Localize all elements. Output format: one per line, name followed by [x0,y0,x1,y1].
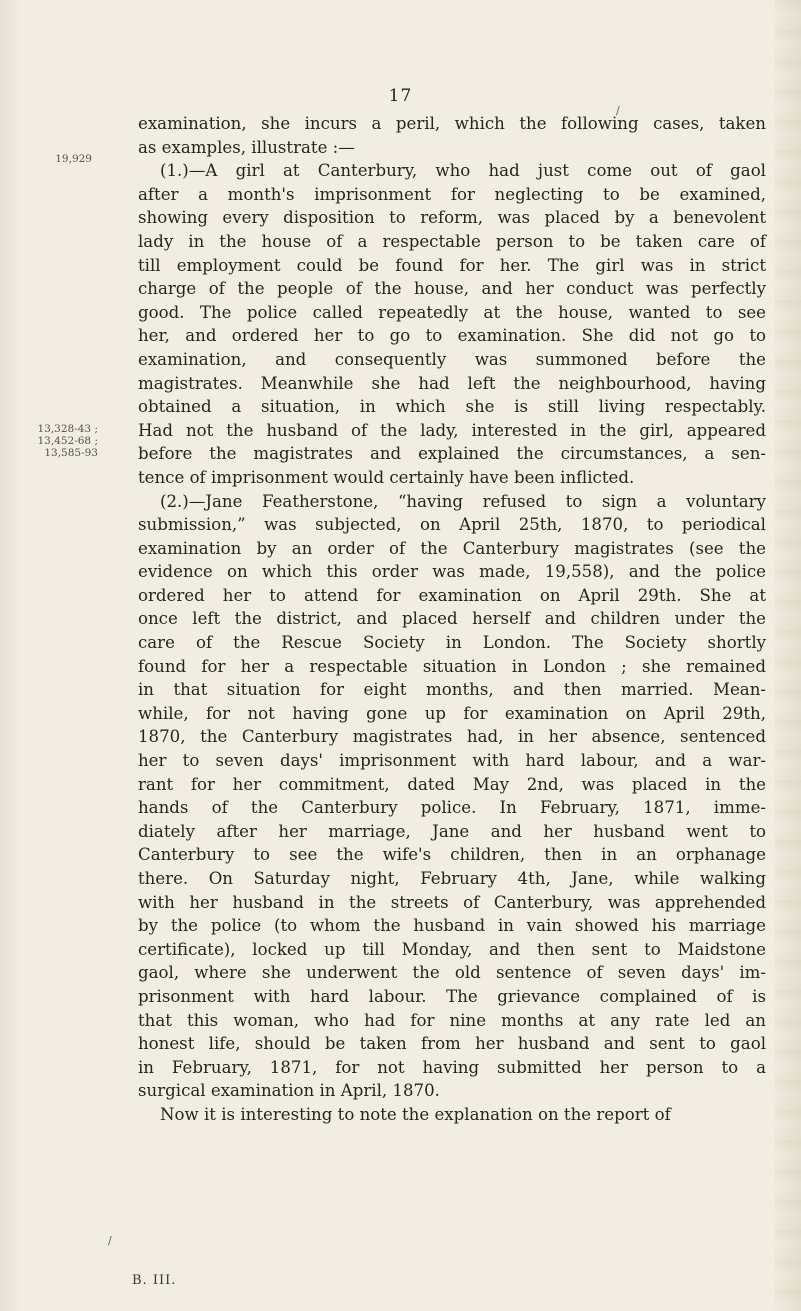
text-line: diately after her marriage, Jane and her husband went to [138,821,766,841]
pencil-mark-icon: / [616,104,620,117]
text-line: (2.)—Jane Featherstone, “having refused to sign a voluntary [160,491,766,511]
text-line: Now it is interesting to note the explanation on the report of [160,1104,671,1124]
text-line: surgical examination in April, 1870. [138,1081,440,1101]
text-line: till employment could be found for her. The girl was in strict [138,255,766,275]
text-line: 1870, the Canterbury magistrates had, in her absence, sentenced [138,727,766,747]
text-line: prisonment with hard labour. The grievance complained of is [138,986,766,1006]
text-line: magistrates. Meanwhile she had left the neighbourhood, having [138,373,766,393]
text-line: as examples, illustrate :— [138,137,355,157]
text-line: after a month's imprisonment for neglecting to be examined, [138,184,766,204]
page-edge [775,0,801,1311]
text-line: while, for not having gone up for examination on April 29th, [138,703,766,723]
margin-note-text: 13,328-43 ; 13,452-68 ; 13,585-93 [37,423,98,459]
text-line: evidence on which this order was made, 19,558), and the police [138,562,766,582]
text-line: examination, she incurs a peril, which the following cases, taken [138,114,766,133]
text-line: lady in the house of a respectable person to be taken care of [138,231,766,251]
text-line: examination by an order of the Canterbury magistrates (see the [138,538,766,558]
text-line: submission,” was subjected, on April 25th, 1870, to periodical [138,515,766,535]
text-line: Had not the husband of the lady, interested in the girl, appeared [138,420,766,440]
text-line: good. The police called repeatedly at the house, wanted to see [138,302,766,322]
text-line: before the magistrates and explained the circumstances, a sen- [138,444,766,464]
text-line: tence of imprisonment would certainly have been inflicted. [138,467,635,487]
text-line: Canterbury to see the wife's children, then in an orphanage [138,845,766,865]
text-line: in February, 1871, for not having submitted her person to a [138,1057,766,1077]
page-number: 17 [388,86,413,106]
text-line: once left the district, and placed herself and children under the [138,609,766,629]
margin-note-reference [0,423,98,459]
text-line: her, and ordered her to go to examination. She did not go to [138,326,766,346]
signature-mark: B. III. [132,1273,177,1288]
margin-note-reference: 19,929 [55,153,92,165]
text-line: found for her a respectable situation in London ; she remained [138,656,766,676]
text-line: certificate), locked up till Monday, and then sent to Maidstone [138,939,766,959]
text-line: with her husband in the streets of Canterbury, was apprehended [138,892,766,912]
text-line: ordered her to attend for examination on April 29th. She at [138,585,766,605]
text-line: care of the Rescue Society in London. The Society shortly [138,633,766,653]
text-line: obtained a situation, in which she is still living respectably. [138,397,766,417]
text-line: honest life, should be taken from her husband and sent to gaol [138,1034,766,1054]
text-line: charge of the people of the house, and her conduct was perfectly [138,279,766,299]
text-line: that this woman, who had for nine months at any rate led an [138,1010,766,1030]
text-line: rant for her commitment, dated May 2nd, was placed in the [138,774,766,794]
pencil-mark-icon: / [108,1234,112,1247]
text-line: there. On Saturday night, February 4th, Jane, while walking [138,869,766,888]
text-line: in that situation for eight months, and then married. Mean- [138,680,766,700]
text-line: examination, and consequently was summoned before the [138,349,766,369]
text-line: showing every disposition to reform, was placed by a benevolent [138,208,766,228]
text-line: her to seven days' imprisonment with hard labour, and a war- [138,751,766,771]
text-line: gaol, where she underwent the old sentence of seven days' im- [138,963,766,983]
text-line: by the police (to whom the husband in vain showed his marriage [138,916,766,936]
text-line: (1.)—A girl at Canterbury, who had just come out of gaol [160,161,766,181]
body-text [138,112,766,1127]
text-line: hands of the Canterbury police. In February, 1871, imme- [138,798,766,818]
